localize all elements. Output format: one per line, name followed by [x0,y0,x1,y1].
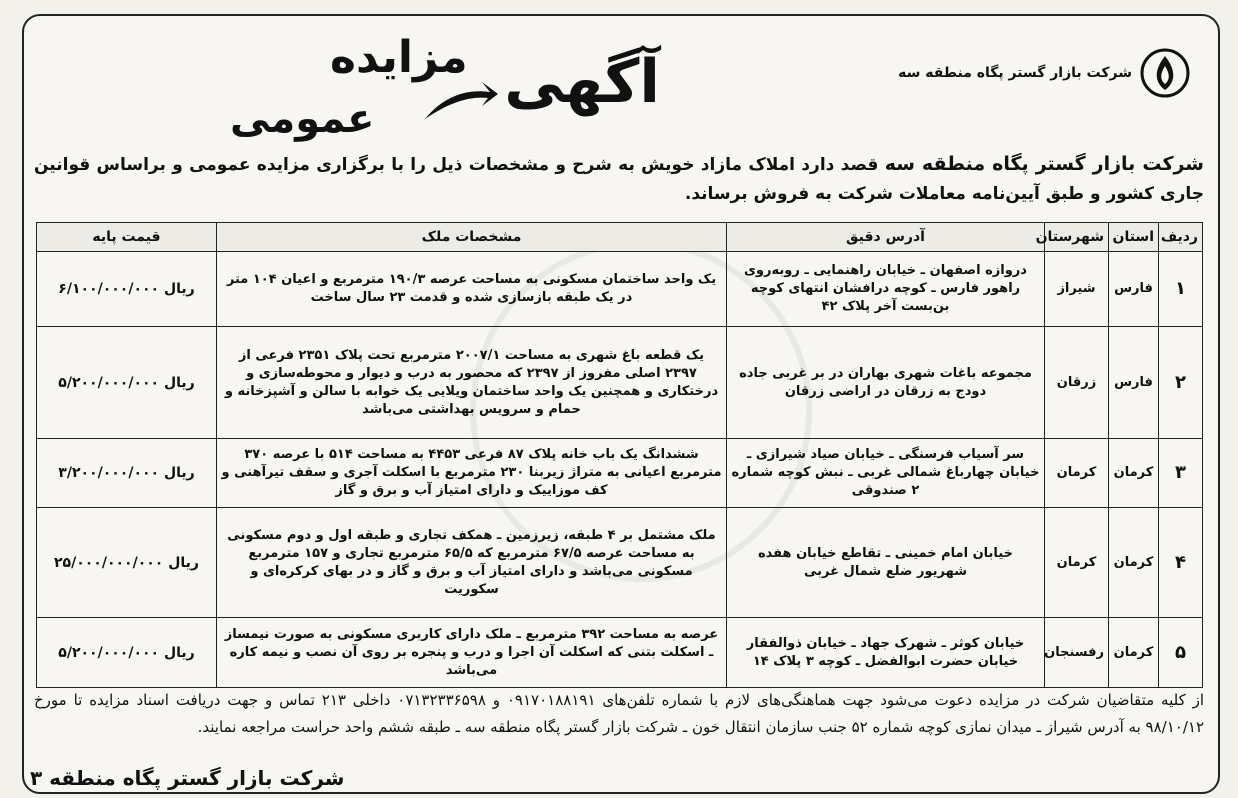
table-row [37,327,1203,439]
col-header-city: شهرستان [1045,223,1109,252]
cell-details: یک واحد ساختمان مسکونی به مساحت عرصه ۱۹۰/۳ مترمربع و اعیان ۱۰۴ متر در یک طبقه بازسازی شده و قدمت ۲۳ سال ساخت [217,252,727,327]
cell-city: زرقان [1045,327,1109,439]
table-row [37,618,1203,688]
cell-city: کرمان [1045,508,1109,618]
cell-details: عرصه به مساحت ۳۹۲ مترمربع ـ ملک دارای کاربری مسکونی به صورت نیمساز ـ اسکلت بتنی که اسکلت آن اجرا و درب و پنجره بر روی آن نصب و نیمه کاره می‌باشد [217,618,727,688]
cell-details: ششدانگ یک باب خانه پلاک ۸۷ فرعی ۴۴۵۳ به مساحت ۵۱۴ با عرصه ۳۷۰ مترمربع اعیانی به متراژ زیربنا ۲۳۰ مترمربع با اسکلت آجری و سقف تیرآهنی و کف موزاییک و دارای امتیاز آب و برق و گاز [217,439,727,508]
table-row [37,439,1203,508]
cell-province: کرمان [1109,618,1159,688]
banner-word-notice: آگهی [504,47,660,117]
cell-row: ۴ [1159,508,1203,618]
cell-row: ۱ [1159,252,1203,327]
cell-price: ۵/۲۰۰/۰۰۰/۰۰۰ ریال [37,327,217,439]
cell-city: کرمان [1045,439,1109,508]
col-header-address: آدرس دقیق [727,223,1045,252]
cell-price: ۲۵/۰۰۰/۰۰۰/۰۰۰ ریال [37,508,217,618]
cell-address: دروازه اصفهان ـ خیابان راهنمایی ـ روبه‌روی راهور فارس ـ کوچه درافشان انتهای کوچه بن‌بست آخر پلاک ۴۲ [727,252,1045,327]
table-row [37,252,1203,327]
cell-province: فارس [1109,327,1159,439]
col-header-row: ردیف [1159,223,1203,252]
table-row [37,508,1203,618]
brand [898,48,1190,98]
company-logo-icon [1140,48,1190,98]
footer-signature: شرکت بازار گستر پگاه منطقه ۳ [30,766,345,790]
cell-province: کرمان [1109,508,1159,618]
cell-city: رفسنجان [1045,618,1109,688]
col-header-price: قیمت پایه [37,223,217,252]
cell-details: یک قطعه باغ شهری به مساحت ۲۰۰۷/۱ مترمربع تحت پلاک ۲۳۵۱ فرعی از ۲۳۹۷ اصلی مفروز از ۲۳۹۷ که محصور به درب و دیوار و محوطه‌سازی و درختکاری و همچنین یک واحد ساختمان ویلایی یک خوابه با سالن و آشپزخانه و حمام و سرویس بهداشتی می‌باشد [217,327,727,439]
cell-row: ۵ [1159,618,1203,688]
cell-city: شیراز [1045,252,1109,327]
cell-address: سر آسیاب فرسنگی ـ خیابان صیاد شیرازی ـ خیابان چهارباغ شمالی غربی ـ نبش کوچه شماره ۲ صندوقی [727,439,1045,508]
col-header-details: مشخصات ملک [217,223,727,252]
cell-address: خیابان کوثر ـ شهرک جهاد ـ خیابان ذوالفقار خیابان حضرت ابوالفضل ـ کوچه ۳ پلاک ۱۴ [727,618,1045,688]
cell-price: ۳/۲۰۰/۰۰۰/۰۰۰ ریال [37,439,217,508]
brand-name: شرکت بازار گستر پگاه منطقه سه [898,65,1132,81]
cell-address: مجموعه باغات شهری بهاران در بر غربی جاده دودج به زرقان در اراضی زرقان [727,327,1045,439]
intro-paragraph [34,150,1204,209]
cell-details: ملک مشتمل بر ۴ طبقه، زیرزمین ـ همکف تجاری و طبقه اول و دوم مسکونی به مساحت عرصه ۶۷/۵ مترمربع که ۶۵/۵ مترمربع تجاری و ۱۵۷ مترمربع مسکونی می‌باشد و دارای امتیاز آب و برق و گاز و در بهای کرکره‌ای و سکوریت [217,508,727,618]
intro-text: قصد دارد املاک مازاد خویش به شرح و مشخصات ذیل را با برگزاری مزایده عمومی و براساس قوانین جاری کشور و طبق آیین‌نامه معاملات شرکت به فروش برساند. [34,155,1204,204]
cell-province: فارس [1109,252,1159,327]
properties-table [36,222,1203,688]
cell-price: ۶/۱۰۰/۰۰۰/۰۰۰ ریال [37,252,217,327]
swoosh-arrow-icon [420,74,500,134]
intro-company: شرکت بازار گستر پگاه منطقه سه [884,153,1204,175]
table-header-row [37,223,1203,252]
banner-word-public: عمومی [230,96,375,142]
cell-address: خیابان امام خمینی ـ تقاطع خیابان هفده شهریور ضلع شمال غربی [727,508,1045,618]
cell-price: ۵/۲۰۰/۰۰۰/۰۰۰ ریال [37,618,217,688]
col-header-province: استان [1109,223,1159,252]
banner-word-auction: مزایده [330,32,468,83]
footer-paragraph: از کلیه متقاضیان شرکت در مزایده دعوت می‌شود جهت هماهنگی‌های لازم با شماره تلفن‌های ۰۹۱۷۰۱۸۸۱۹۱ و ۰۷۱۳۲۳۳۶۵۹۸ داخلی ۲۱۳ تماس و جهت دریافت اسناد مزایده تا مورخ ۹۸/۱۰/۱۲ به آدرس شیراز ـ میدان نمازی کوچه شماره ۵۲ جنب سازمان انتقال خون ـ شرکت بازار گستر پگاه منطقه سه ـ طبقه ششم واحد حراست مراجعه نمایند. [34,691,1205,736]
cell-row: ۲ [1159,327,1203,439]
cell-row: ۳ [1159,439,1203,508]
notice-banner [210,32,690,152]
cell-province: کرمان [1109,439,1159,508]
notice-header [30,20,1208,145]
